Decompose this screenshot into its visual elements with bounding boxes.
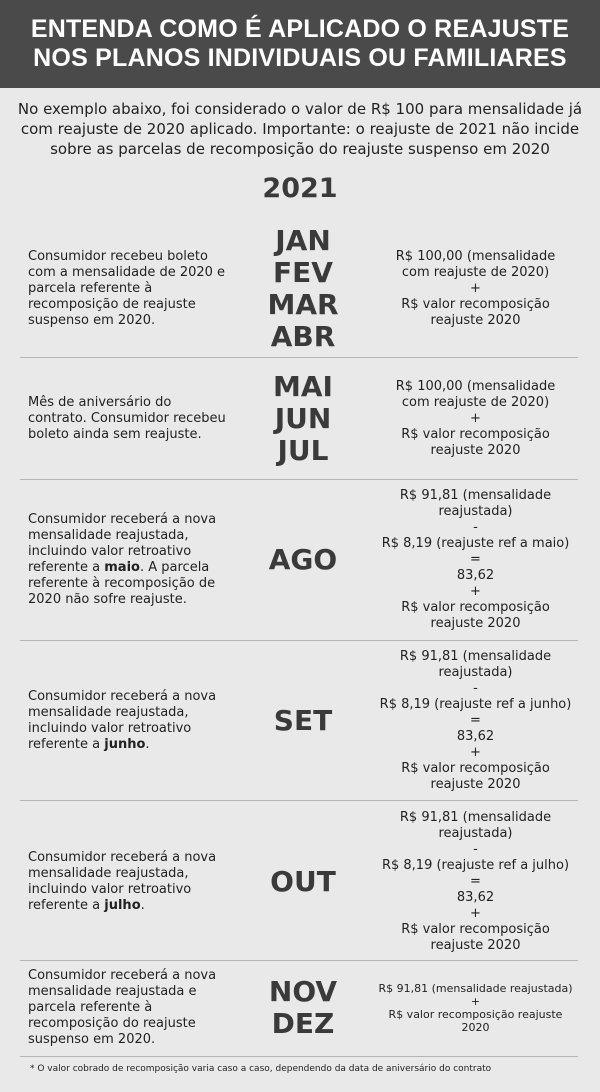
calc-line: R$ 8,19 (reajuste ref a junho) bbox=[379, 697, 572, 712]
header-line-2: NOS PLANOS INDIVIDUAIS OU FAMILIARES bbox=[33, 44, 567, 72]
timeline-row-mai-jul bbox=[20, 364, 578, 474]
calc-line: com reajuste de 2020) bbox=[401, 395, 550, 410]
calc-line: reajuste 2020 bbox=[430, 616, 521, 631]
desc-text: Consumidor receberá a nova mensalidade reajustada, incluindo valor retroativo referente a bbox=[28, 850, 217, 913]
calc-line: reajustada) bbox=[438, 665, 513, 680]
row-calculation bbox=[373, 249, 578, 329]
footnote: * O valor cobrado de recomposição varia caso a caso, dependendo da data de aniversário do contrato bbox=[30, 1064, 492, 1074]
calc-line: reajuste 2020 bbox=[430, 443, 521, 458]
month-label: JUL bbox=[277, 434, 329, 467]
timeline-row-nov-dez bbox=[20, 964, 578, 1052]
calc-line: 83,62 bbox=[456, 890, 495, 905]
calc-line: reajustada) bbox=[438, 826, 513, 841]
month-label: DEZ bbox=[271, 1007, 335, 1040]
calc-line: R$ valor recomposição bbox=[401, 600, 550, 615]
row-divider bbox=[20, 960, 578, 961]
timeline-row-ago bbox=[20, 484, 578, 636]
calc-line: reajustada) bbox=[438, 504, 513, 519]
intro-text: No exemplo abaixo, foi considerado o valor de R$ 100 para mensalidade já com reajuste de 2020 aplicado. Importante: o reajuste de 2021 não incide sobre as parcelas de recomposição do reajuste suspenso em 2020 bbox=[17, 100, 583, 158]
row-description: Consumidor recebeu boleto com a mensalidade de 2020 e parcela referente à recomposição de reajuste suspenso em 2020. bbox=[28, 249, 226, 328]
calc-line: R$ valor recomposição bbox=[401, 427, 550, 442]
calc-line: R$ valor recomposição bbox=[401, 922, 550, 937]
row-months bbox=[233, 225, 373, 353]
desc-emphasis: julho bbox=[104, 898, 141, 913]
row-divider bbox=[20, 800, 578, 801]
month-label: ABR bbox=[270, 320, 336, 353]
calc-line: reajuste 2020 bbox=[430, 313, 521, 328]
month-label: SET bbox=[273, 704, 333, 737]
calc-line: R$ 100,00 (mensalidade bbox=[395, 249, 556, 264]
header-line-1: ENTENDA COMO É APLICADO O REAJUSTE bbox=[30, 15, 570, 43]
calc-line: com reajuste de 2020) bbox=[401, 265, 550, 280]
desc-text: . A parcela referente à recomposição de 2020 não sofre reajuste. bbox=[28, 560, 216, 607]
page-header bbox=[0, 0, 600, 88]
calc-line: + bbox=[470, 281, 481, 296]
month-label: AGO bbox=[268, 543, 338, 576]
calc-line: = bbox=[470, 874, 481, 889]
calc-line: - bbox=[473, 520, 478, 535]
desc-text: . bbox=[140, 898, 145, 913]
row-months bbox=[233, 976, 373, 1040]
row-divider bbox=[20, 1056, 578, 1057]
calc-line: + bbox=[470, 745, 481, 760]
calc-line: = bbox=[470, 713, 481, 728]
month-label: JAN bbox=[275, 224, 331, 257]
month-label: OUT bbox=[270, 865, 336, 898]
calc-line: R$ 100,00 (mensalidade bbox=[395, 379, 556, 394]
row-months bbox=[233, 371, 373, 467]
row-calculation bbox=[373, 982, 578, 1034]
timeline-row-out bbox=[20, 806, 578, 958]
row-description: Consumidor receberá a nova mensalidade reajustada e parcela referente à recomposição do reajuste suspenso em 2020. bbox=[28, 968, 217, 1047]
calc-line: R$ 91,81 (mensalidade bbox=[399, 810, 552, 825]
calc-line: + bbox=[470, 584, 481, 599]
row-description bbox=[20, 512, 233, 608]
calc-line: R$ 8,19 (reajuste ref a julho) bbox=[381, 858, 570, 873]
timeline-row-set bbox=[20, 645, 578, 797]
calc-line: - bbox=[473, 842, 478, 857]
row-calculation bbox=[373, 488, 578, 632]
row-months bbox=[233, 866, 373, 898]
calc-line: R$ valor recomposição bbox=[401, 297, 550, 312]
calc-line: + bbox=[470, 411, 481, 426]
year-label: 2021 bbox=[262, 173, 338, 204]
desc-text: . bbox=[145, 737, 150, 752]
calc-line: reajuste 2020 bbox=[430, 777, 521, 792]
desc-text: Consumidor receberá a nova mensalidade reajustada, incluindo valor retroativo referente a bbox=[28, 689, 217, 752]
month-label: NOV bbox=[268, 975, 338, 1008]
row-divider bbox=[20, 357, 578, 358]
month-label: JUN bbox=[274, 402, 332, 435]
row-calculation bbox=[373, 379, 578, 459]
desc-emphasis: junho bbox=[104, 737, 146, 752]
calc-line: - bbox=[473, 681, 478, 696]
month-label: MAI bbox=[273, 370, 333, 403]
calc-line: R$ 8,19 (reajuste ref a maio) bbox=[381, 536, 570, 551]
calc-line: 83,62 bbox=[456, 729, 495, 744]
calc-line: = bbox=[470, 552, 481, 567]
calc-line: R$ 91,81 (mensalidade reajustada) bbox=[378, 982, 573, 995]
row-description: Mês de aniversário do contrato. Consumidor recebeu boleto ainda sem reajuste. bbox=[28, 395, 226, 442]
row-divider bbox=[20, 640, 578, 641]
calc-line: + bbox=[470, 995, 481, 1008]
calc-line: 83,62 bbox=[456, 568, 495, 583]
desc-text: Consumidor receberá a nova mensalidade reajustada, incluindo valor retroativo referente a bbox=[28, 512, 217, 575]
timeline-row-jan-abr bbox=[20, 220, 578, 358]
row-description bbox=[20, 850, 233, 914]
calc-line: R$ 91,81 (mensalidade bbox=[399, 488, 552, 503]
row-months bbox=[233, 544, 373, 576]
calc-line: reajuste 2020 bbox=[430, 938, 521, 953]
month-label: FEV bbox=[273, 256, 333, 289]
row-description bbox=[20, 689, 233, 753]
row-months bbox=[233, 705, 373, 737]
calc-line: R$ 91,81 (mensalidade bbox=[399, 649, 552, 664]
calc-line: R$ valor recomposição bbox=[401, 761, 550, 776]
month-label: MAR bbox=[267, 288, 339, 321]
row-calculation bbox=[373, 649, 578, 793]
row-calculation bbox=[373, 810, 578, 954]
calc-line: 2020 bbox=[461, 1021, 490, 1034]
calc-line: R$ valor recomposição reajuste bbox=[388, 1008, 563, 1021]
calc-line: + bbox=[470, 906, 481, 921]
row-divider bbox=[20, 479, 578, 480]
desc-emphasis: maio bbox=[104, 560, 140, 575]
